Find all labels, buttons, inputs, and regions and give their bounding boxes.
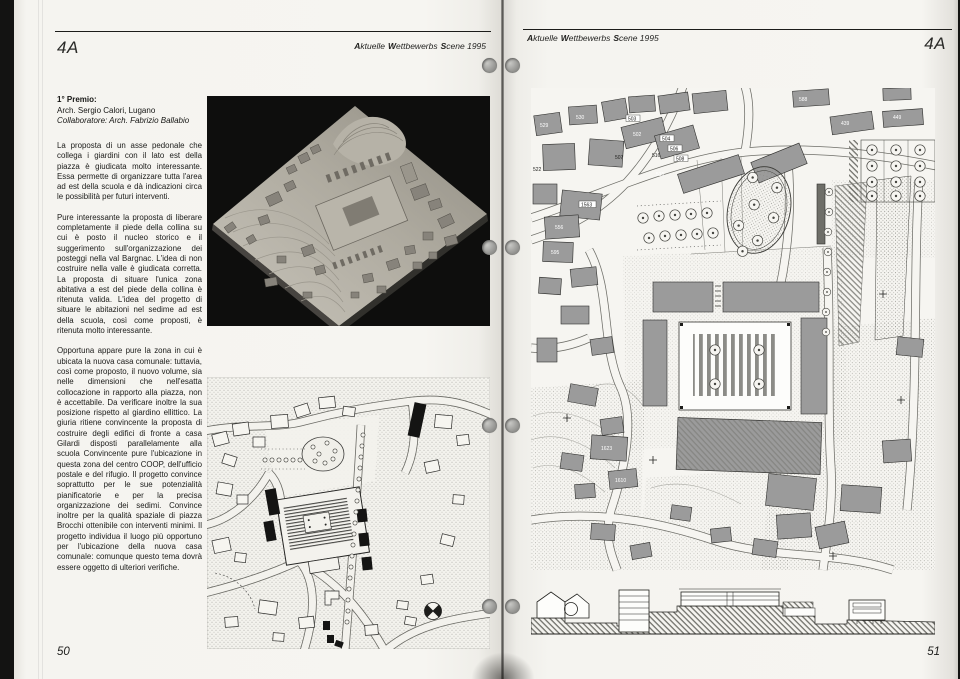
section-drawing [531,589,935,634]
paragraph: Pure interessante la proposta di liberare completamente il piede della collina su cui è posto il nucleo storico e il suggerimento sull'organizzazione dei posteggi nella val Bargnac. L'idea di non costruire nella valle è giudicata corretta. La proposta di situare l'unica zona abitativa a est del piede della collina è ritenuta valida. L'idea del progetto di situare le abitazioni nel sedime ad est della scuola, così come proposti, è ritenuta molto interessante. [57,212,202,336]
jury-report-text [57,141,202,583]
journal-word: Scene 1995 [440,41,486,51]
section-code: 4A [924,34,946,53]
binder-hole [505,418,520,433]
paragraph: La proposta di un asse pedonale che collega i giardini con il lato est della piazza è giudicata molto interessante. Essa permette di organizzare tutta l'area ad est della scuola e dà indicazioni circa le possibilità per futuri interventi. [57,141,202,202]
header-rule [55,31,491,32]
binder-hole [482,599,497,614]
parcel-label: 556 [555,225,564,231]
page-number: 50 [57,646,70,658]
right-page [503,0,958,679]
parcel-label: 439 [841,121,850,127]
binder-hole [482,240,497,255]
binder-hole [505,599,520,614]
parcel-label: 516 [652,153,661,159]
parcel-label: 504 [662,136,671,143]
page-edge-line [38,0,39,679]
page-edge-line [42,0,43,679]
parcel-label: 1563 [581,202,593,209]
architect-line: Arch. Sergio Calori, Lugano [57,105,156,115]
elliptical-garden [302,437,344,471]
journal-word: Aktuelle [527,33,558,43]
model-photo [207,96,490,326]
parcel-label: 1610 [615,478,627,484]
parcel-label: 588 [799,97,808,103]
journal-word: Aktuelle [354,41,385,51]
left-page [14,0,503,679]
parcel-label: 506 [670,146,679,153]
parcel-label: 522 [533,167,542,173]
journal-title [527,33,662,43]
parcel-label: 508 [676,156,685,163]
prize-label: 1° Premio: [57,95,97,104]
parcel-label: 503 [628,116,637,123]
parcel-label: 1623 [601,446,613,452]
prize-credits [57,95,189,127]
page-gutter-fold [501,0,504,679]
binder-hole [482,418,497,433]
journal-word: Wettbewerbs [388,41,438,51]
section-code: 4A [57,38,79,57]
binder-hole [505,58,520,73]
fold-shadow [471,652,535,679]
binder-hole [505,240,520,255]
header-rule [523,29,952,30]
site-plan-drawing [207,377,490,649]
parcel-label: 530 [576,115,585,121]
journal-title [354,41,489,51]
parcel-label: 515 [656,172,665,178]
master-plan-drawing [531,88,935,640]
journal-word: Wettbewerbs [560,33,611,43]
parcel-label: 507 [615,155,624,161]
parcel-label: 449 [893,115,902,121]
paragraph: Opportuna appare pure la zona in cui è ubicata la nuova casa comunale: tuttavia, così come proposto, il nuovo volume, sia nelle dimensioni che nell'esatta collocazione in rapporto alla piazza, non è accettabile. Da verificare inoltre la sua posizione rispetto al giardino ellittico. La giuria ritiene convincente la proposta di costruire degli edifici di fronte a casa Gilardi disposti parallelamente alla scuola Convincente pure l'ubicazione in questa zona del centro COOP, dell'ufficio postale e del rifugio. Il progetto convince soprattutto per le sue potenzialità pianificatorie e per la precisa organizzazione dei sedimi. Convince inoltre per la qualità spaziale di piazza Brocchi ottenibile con interventi minimi. Il progetto individua il luogo più opportuno per l'ubicazione della nuova casa comunale: comunque questo tema dovrà essere oggetto di ulteriori verifiche. [57,346,202,572]
parcel-label: 529 [540,123,549,129]
page-number: 51 [927,646,940,658]
fountain-symbol [425,603,442,620]
parcel-label: 595 [551,250,560,256]
collaborator-line: Collaboratore: Arch. Fabrizio Ballabio [57,116,190,126]
parcel-label: 502 [633,132,642,138]
binder-hole [482,58,497,73]
journal-word: Scene 1995 [613,33,659,43]
